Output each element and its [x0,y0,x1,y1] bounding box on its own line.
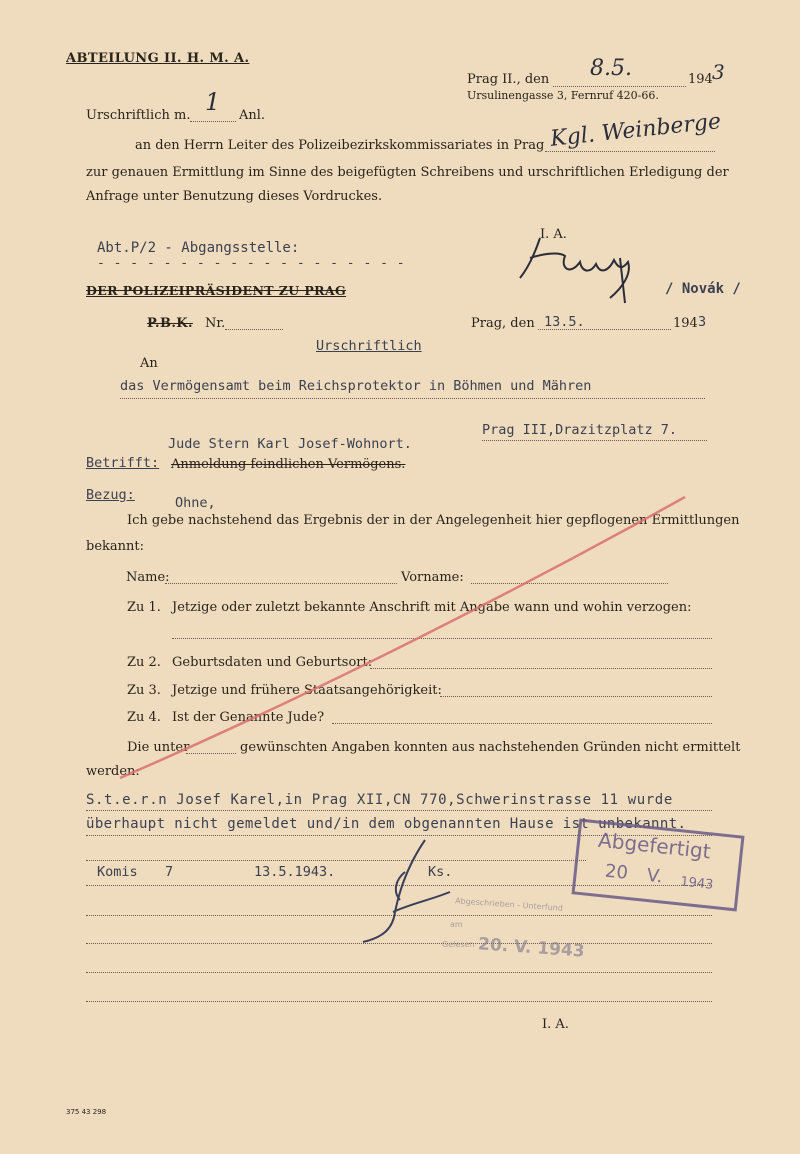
pbk-label: P.B.K. [147,316,193,331]
address-line: Ursulinengasse 3, Fernruf 420-66. [467,89,659,102]
answer-line-2: überhaupt nicht gemeldet und/in dem obgenannten Hause ist unbekannt. [86,816,687,832]
official-rank: Komis [97,864,138,880]
betrifft-label: Betrifft: [86,455,160,471]
place-date-prefix: Prag II., den [467,72,550,87]
reasons-prefix: Die unter [127,740,190,755]
name-label: Name: [126,570,170,585]
nr-label: Nr. [205,316,226,331]
official-number: 7 [165,864,174,880]
q4-text: Ist der Genannte Jude? [172,710,325,725]
urschriftlich-label: Urschriftlich m. [86,108,191,123]
district-handwritten: Kgl. Weinberge [549,109,723,152]
to-line: an den Herrn Leiter des Polizeibezirkskommissariates in Prag [135,138,545,153]
bezug-label: Bezug: [86,487,135,503]
urschriftlich-typed: Urschriftlich [316,338,422,354]
president-heading: DER POLIZEIPRÄSIDENT ZU PRAG [86,283,347,298]
dept-stamp-underline: - - - - - - - - - - - - - - - - - - - [97,256,406,271]
q2-number: Zu 2. [127,655,161,670]
intro-line-1: Ich gebe nachstehend das Ergebnis der in der Angelegenheit hier gepflogenen Ermittlungen [127,513,740,528]
anl-count: 1 [205,88,221,116]
reasons-suffix: gewünschten Angaben konnten aus nachstehenden Gründen nicht ermittelt [240,740,741,755]
year-handwritten: 3 [712,60,725,84]
department-heading: ABTEILUNG II. H. M. A. [66,51,250,66]
year-prefix: 194 [688,72,713,87]
subject-person: Jude Stern Karl Josef-Wohnort. [168,436,412,452]
reply-year-typed: 3 [698,314,707,330]
q1-text: Jetzige oder zuletzt bekannte Anschrift mit Angabe wann und wohin verzogen: [172,600,692,615]
vorname-label: Vorname: [401,570,464,585]
answer-line-1: S.t.e.r.n Josef Karel,in Prag XII,CN 770,Schwerinstrasse 11 wurde [86,792,673,808]
form-number: 375 43 298 [66,1108,107,1116]
stamp-main-day: 20 [603,860,629,884]
purpose-line-2: Anfrage unter Benutzung dieses Vordruckes. [86,189,383,204]
faint-stamp-line-1: Abgeschrieben - Unterfund [454,896,564,913]
faint-stamp-line-2: am [450,920,463,929]
purpose-line-1: zur genauen Ermittlung im Sinne des beigefügten Schreibens und urschriftlichen Erledigung der [86,165,729,180]
recipient-typed: das Vermögensamt beim Reichsprotektor in Böhmen und Mähren [120,378,592,394]
reply-year-prefix: 194 [673,316,698,331]
q2-text: Geburtsdaten und Geburtsort: [172,655,373,670]
q3-number: Zu 3. [127,683,161,698]
stamp-main-month: V. [645,864,664,888]
reply-date-typed: 13.5. [544,314,585,330]
betrifft-text: Anmeldung feindlichen Vermögens. [171,457,406,472]
official-date: 13.5.1943. [254,864,336,880]
dept-stamp: Abt.P/2 - Abgangsstelle: [97,240,300,256]
reasons-line-2: werden: [86,764,140,779]
recipient-address-typed: Prag III,Drazitzplatz 7. [482,422,678,438]
official-ks: Ks. [428,864,453,880]
intro-line-2: bekannt: [86,539,144,554]
reply-date-prefix: Prag, den [471,316,535,331]
date-handwritten: 8.5. [590,56,632,81]
faint-stamp-line-3: Gelesen [442,940,475,949]
stamp-main-label: Abgefertigt [597,827,712,864]
ia-label: I. A. [540,227,567,242]
bezug-text: Ohne, [175,495,216,511]
faint-stamp-date: 20. V. 1943 [477,934,586,962]
stamp-main-year: 1943 [679,874,715,893]
q3-text: Jetzige und frühere Staatsangehörigkeit: [172,683,442,698]
q4-number: Zu 4. [127,710,161,725]
an-label: An [140,356,158,371]
q1-number: Zu 1. [127,600,161,615]
signer-name: / Novák / [665,281,741,297]
closing-ia: I. A. [542,1017,569,1032]
anl-label: Anl. [239,108,266,123]
